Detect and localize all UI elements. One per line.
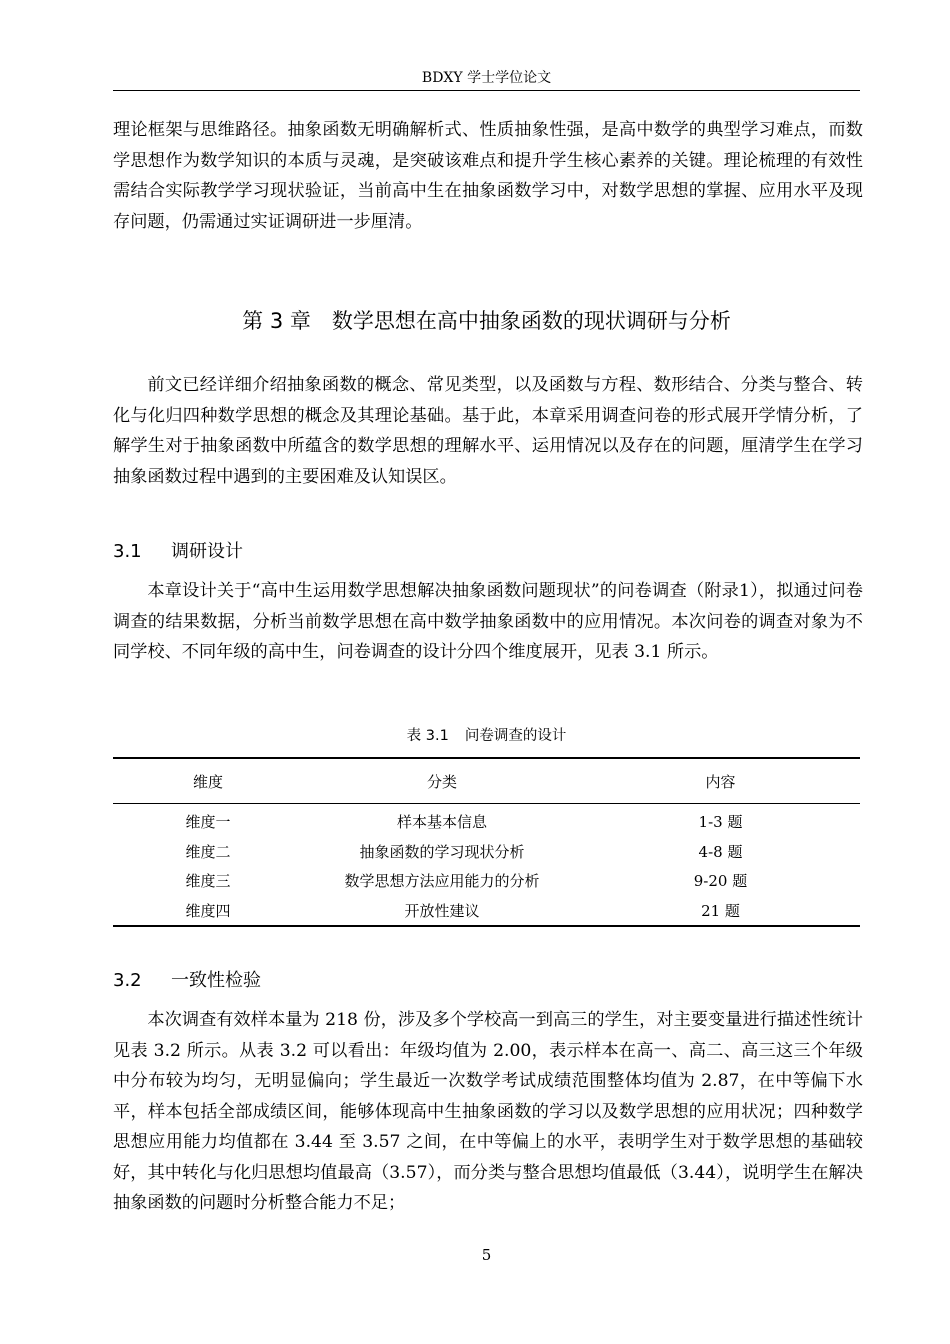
- table-cell: 样本基本信息: [396, 813, 487, 832]
- chapter-title: 第 3 章 数学思想在高中抽象函数的现状调研与分析: [242, 309, 731, 333]
- table-cell: 维度一: [185, 813, 231, 832]
- section-heading-3-1: [113, 537, 243, 567]
- table-header-cell: 维度: [192, 772, 223, 791]
- table-row: [113, 866, 860, 896]
- intro-paragraph: 理论框架与思维路径。抽象函数无明确解析式、性质抽象性强，是高中数学的典型学习难点，而数学思想作为数学知识的本质与灵魂，是突破该难点和提升学生核心素养的关键。理论梳理的有效性需结合实际教学学习现状验证，当前高中生在抽象函数学习中，对数学思想的掌握、应用水平及现存问题，仍需通过实证调研进一步厘清。: [113, 120, 863, 232]
- section-title: 调研设计: [171, 541, 243, 562]
- section-title: 一致性检验: [171, 970, 261, 991]
- table-cell: 9-20 题: [693, 872, 748, 891]
- table-cell: 4-8 题: [698, 842, 743, 861]
- table-caption-number: 表 3.1: [406, 728, 449, 744]
- table-cell: 21 题: [701, 901, 740, 920]
- table-caption-title: 问卷调查的设计: [464, 728, 567, 744]
- table-cell: 维度四: [185, 901, 231, 920]
- header-rule: [113, 90, 860, 91]
- table-cell: 维度三: [185, 872, 231, 891]
- table-cell: 维度二: [185, 842, 231, 861]
- table-cell: 抽象函数的学习现状分析: [359, 842, 525, 861]
- table-row: [113, 804, 860, 837]
- section-number: 3.1: [113, 541, 142, 562]
- section-3-2-paragraph: 本次调查有效样本量为 218 份，涉及多个学校高一到高三的学生，对主要变量进行描述性统计见表 3.2 所示。从表 3.2 可以看出：年级均值为 2.00，表示样本在高一、高二、高三这三个年级中分布较为均匀，无明显偏向；学生最近一次数学考试成绩范围整体均值为 2.87，在中等偏下水平，样本包括全部成绩区间，能够体现高中生抽象函数的学习以及数学思想的应用状况；四种数学思想应用能力均值都在 3.44 至 3.57 之间，在中等偏上的水平，表明学生对于数学思想的基础较好，其中转化与化归思想均值最高（3.57），而分类与整合思想均值最低（3.44），说明学生在解决抽象函数的问题时分析整合能力不足；: [113, 1010, 863, 1213]
- table-row: [113, 896, 860, 927]
- survey-design-table: [113, 757, 860, 927]
- section-heading-3-2: [113, 966, 261, 996]
- section-3-1-paragraph: 本章设计关于“高中生运用数学思想解决抽象函数问题现状”的问卷调查（附录1），拟通过问卷调查的结果数据，分析当前数学思想在高中数学抽象函数中的应用情况。本次问卷的调查对象为不同学校、不同年级的高中生，问卷调查的设计分四个维度展开，见表 3.1 所示。: [113, 581, 863, 662]
- table-caption: [113, 723, 860, 749]
- table-header-cell: 内容: [705, 772, 736, 791]
- table-cell: 数学思想方法应用能力的分析: [344, 872, 540, 891]
- section-number: 3.2: [113, 970, 142, 991]
- table-cell: 1-3 题: [698, 813, 743, 832]
- page-number: 5: [481, 1246, 492, 1264]
- table-header-cell: 分类: [426, 772, 457, 791]
- chapter-intro-paragraph: 前文已经详细介绍抽象函数的概念、常见类型，以及函数与方程、数形结合、分类与整合、转化与化归四种数学思想的概念及其理论基础。基于此，本章采用调查问卷的形式展开学情分析，了解学生对于抽象函数中所蕴含的数学思想的理解水平、运用情况以及存在的问题，厘清学生在学习抽象函数过程中遇到的主要困难及认知误区。: [113, 375, 863, 487]
- running-header: BDXY 学士学位论文: [421, 70, 552, 86]
- table-row: [113, 837, 860, 867]
- table-header-row: [113, 758, 860, 804]
- table-cell: 开放性建议: [404, 901, 480, 920]
